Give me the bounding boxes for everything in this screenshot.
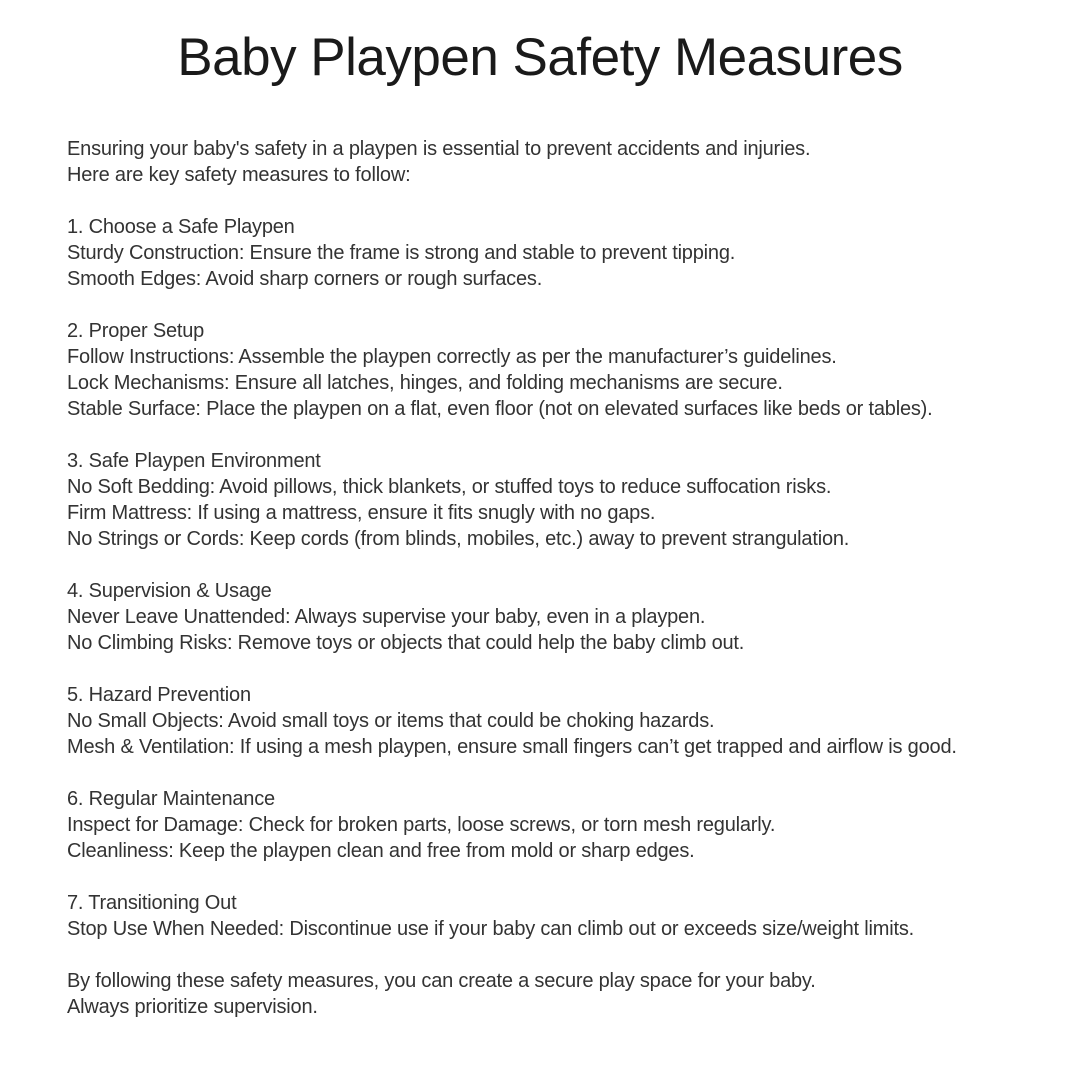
text-line: Firm Mattress: If using a mattress, ensure it fits snugly with no gaps. bbox=[67, 502, 656, 524]
text-line: Follow Instructions: Assemble the playpen correctly as per the manufacturer’s guidelines. bbox=[67, 346, 837, 368]
section-1 bbox=[67, 214, 1030, 292]
text-line: No Small Objects: Avoid small toys or items that could be choking hazards. bbox=[67, 710, 715, 732]
text-line: By following these safety measures, you can create a secure play space for your baby. bbox=[67, 970, 816, 992]
text-line: Never Leave Unattended: Always supervise your baby, even in a playpen. bbox=[67, 606, 706, 628]
intro-paragraph bbox=[67, 136, 1030, 188]
text-line: Stable Surface: Place the playpen on a flat, even floor (not on elevated surfaces like beds or tables). bbox=[67, 398, 933, 420]
text-line: Lock Mechanisms: Ensure all latches, hinges, and folding mechanisms are secure. bbox=[67, 372, 783, 394]
text-line: Stop Use When Needed: Discontinue use if your baby can climb out or exceeds size/weight limits. bbox=[67, 918, 914, 940]
section-heading: 7. Transitioning Out bbox=[67, 892, 237, 914]
text-line: Here are key safety measures to follow: bbox=[67, 164, 411, 186]
text-line: Cleanliness: Keep the playpen clean and free from mold or sharp edges. bbox=[67, 840, 695, 862]
conclusion-paragraph bbox=[67, 968, 1030, 1020]
section-7 bbox=[67, 890, 1030, 942]
section-3 bbox=[67, 448, 1030, 552]
section-heading: 6. Regular Maintenance bbox=[67, 788, 275, 810]
text-line: Smooth Edges: Avoid sharp corners or rough surfaces. bbox=[67, 268, 543, 290]
section-5 bbox=[67, 682, 1030, 760]
section-4 bbox=[67, 578, 1030, 656]
text-line: No Climbing Risks: Remove toys or objects that could help the baby climb out. bbox=[67, 632, 745, 654]
section-6 bbox=[67, 786, 1030, 864]
section-heading: 4. Supervision & Usage bbox=[67, 580, 272, 602]
page-title: Baby Playpen Safety Measures bbox=[177, 28, 903, 87]
text-line: Always prioritize supervision. bbox=[67, 996, 318, 1018]
section-heading: 2. Proper Setup bbox=[67, 320, 205, 342]
document-body bbox=[67, 136, 1030, 1046]
section-heading: 5. Hazard Prevention bbox=[67, 684, 251, 706]
text-line: Sturdy Construction: Ensure the frame is strong and stable to prevent tipping. bbox=[67, 242, 736, 264]
section-heading: 3. Safe Playpen Environment bbox=[67, 450, 321, 472]
section-heading: 1. Choose a Safe Playpen bbox=[67, 216, 295, 238]
text-line: Inspect for Damage: Check for broken parts, loose screws, or torn mesh regularly. bbox=[67, 814, 776, 836]
section-2 bbox=[67, 318, 1030, 422]
text-line: Mesh & Ventilation: If using a mesh playpen, ensure small fingers can’t get trapped and airflow is good. bbox=[67, 736, 957, 758]
text-line: No Soft Bedding: Avoid pillows, thick blankets, or stuffed toys to reduce suffocation risks. bbox=[67, 476, 832, 498]
text-line: No Strings or Cords: Keep cords (from blinds, mobiles, etc.) away to prevent strangulation. bbox=[67, 528, 850, 550]
text-line: Ensuring your baby's safety in a playpen is essential to prevent accidents and injuries. bbox=[67, 138, 811, 160]
